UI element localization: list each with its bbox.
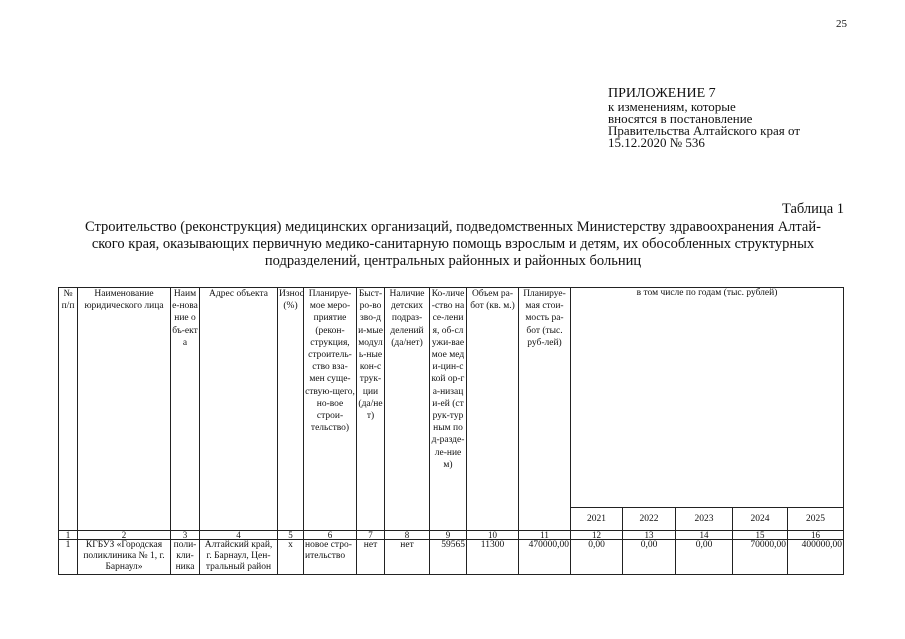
- column-number: 12: [571, 531, 623, 540]
- header-years-title: в том числе по годам (тыс. рублей): [571, 288, 844, 508]
- title-line: Строительство (реконструкция) медицинских организаций, подведомственных Министерству здравоохранения Алтай-: [85, 219, 821, 235]
- header-activity: Планируе-мое меро-приятие (рекон-струкция, строитель-ство вза-мен суще-ствую-щего, но-вое строи-тельство): [304, 288, 357, 531]
- header-volume: Объем ра-бот (кв. м.): [467, 288, 519, 531]
- column-number: 16: [788, 531, 844, 540]
- column-number: 14: [676, 531, 733, 540]
- cell-org: КГБУЗ «Городская поликлиника № 1, г. Барнаул»: [78, 540, 171, 575]
- appendix-line: 15.12.2020 № 536: [608, 135, 705, 150]
- header-year: 2025: [788, 507, 844, 530]
- column-number: 10: [467, 531, 519, 540]
- header-population: Ко-личе-ство насе-ления, об-служи-ваемое меди-цин-ской ор-га-низаци-ей (струк-турным под-разде-ле-нием): [430, 288, 467, 531]
- appendix-title: ПРИЛОЖЕНИЕ 7: [608, 86, 716, 101]
- column-number: 15: [733, 531, 788, 540]
- cell-volume: 11300: [467, 540, 519, 575]
- appendix-block: [608, 87, 868, 149]
- appendix-line: к изменениям, которые: [608, 99, 736, 114]
- title-line: ского края, оказывающих первичную медико-санитарную помощь взрослым и детям, их обособленных структурных: [91, 236, 815, 252]
- cell-activity: новое стро-ительство: [304, 540, 357, 575]
- cell-wear: x: [278, 540, 304, 575]
- title-line: подразделений, центральных районных и районных больниц: [264, 253, 642, 269]
- column-number-row: [59, 531, 844, 540]
- column-number: 6: [304, 531, 357, 540]
- page-number: 25: [836, 18, 847, 30]
- cell-children: нет: [385, 540, 430, 575]
- cell-2021: 0,00: [571, 540, 623, 575]
- header-org: Наименование юридического лица: [78, 288, 171, 531]
- header-object: Наиме-нование объ-екта: [171, 288, 200, 531]
- cell-num: 1: [59, 540, 78, 575]
- column-number: 2: [78, 531, 171, 540]
- table-row: [59, 540, 844, 575]
- cell-cost: 470000,00: [519, 540, 571, 575]
- table-label: Таблица 1: [781, 201, 844, 217]
- construction-table: [58, 287, 844, 575]
- cell-2022: 0,00: [623, 540, 676, 575]
- appendix-line: Правительства Алтайского края от: [608, 123, 801, 138]
- column-number: 13: [623, 531, 676, 540]
- column-number: 1: [59, 531, 78, 540]
- cell-object: поли-кли-ника: [171, 540, 200, 575]
- column-number: 3: [171, 531, 200, 540]
- cell-2025: 400000,00: [788, 540, 844, 575]
- column-number: 7: [357, 531, 385, 540]
- column-number: 4: [200, 531, 278, 540]
- cell-2023: 0,00: [676, 540, 733, 575]
- cell-2024: 70000,00: [733, 540, 788, 575]
- column-number: 8: [385, 531, 430, 540]
- column-number: 5: [278, 531, 304, 540]
- appendix-line: вносятся в постановление: [608, 111, 753, 126]
- cell-population: 59565: [430, 540, 467, 575]
- header-year: 2021: [571, 507, 623, 530]
- header-cost: Планируе-мая стои-мость ра-бот (тыс. руб-лей): [519, 288, 571, 531]
- column-number: 11: [519, 531, 571, 540]
- header-num: № п/п: [59, 288, 78, 531]
- header-wear: Износ (%): [278, 288, 304, 531]
- header-year: 2024: [733, 507, 788, 530]
- header-year: 2023: [676, 507, 733, 530]
- header-modular: Быст-ро-возво-ди-мые модуль-ные кон-струк-ции (да/не т): [357, 288, 385, 531]
- cell-modular: нет: [357, 540, 385, 575]
- document-title: [60, 219, 846, 270]
- header-children: Наличие детских подраз-делений (да/нет): [385, 288, 430, 531]
- header-address: Адрес объекта: [200, 288, 278, 531]
- column-number: 9: [430, 531, 467, 540]
- header-year: 2022: [623, 507, 676, 530]
- cell-address: Алтайский край, г. Барнаул, Цен-тральный район: [200, 540, 278, 575]
